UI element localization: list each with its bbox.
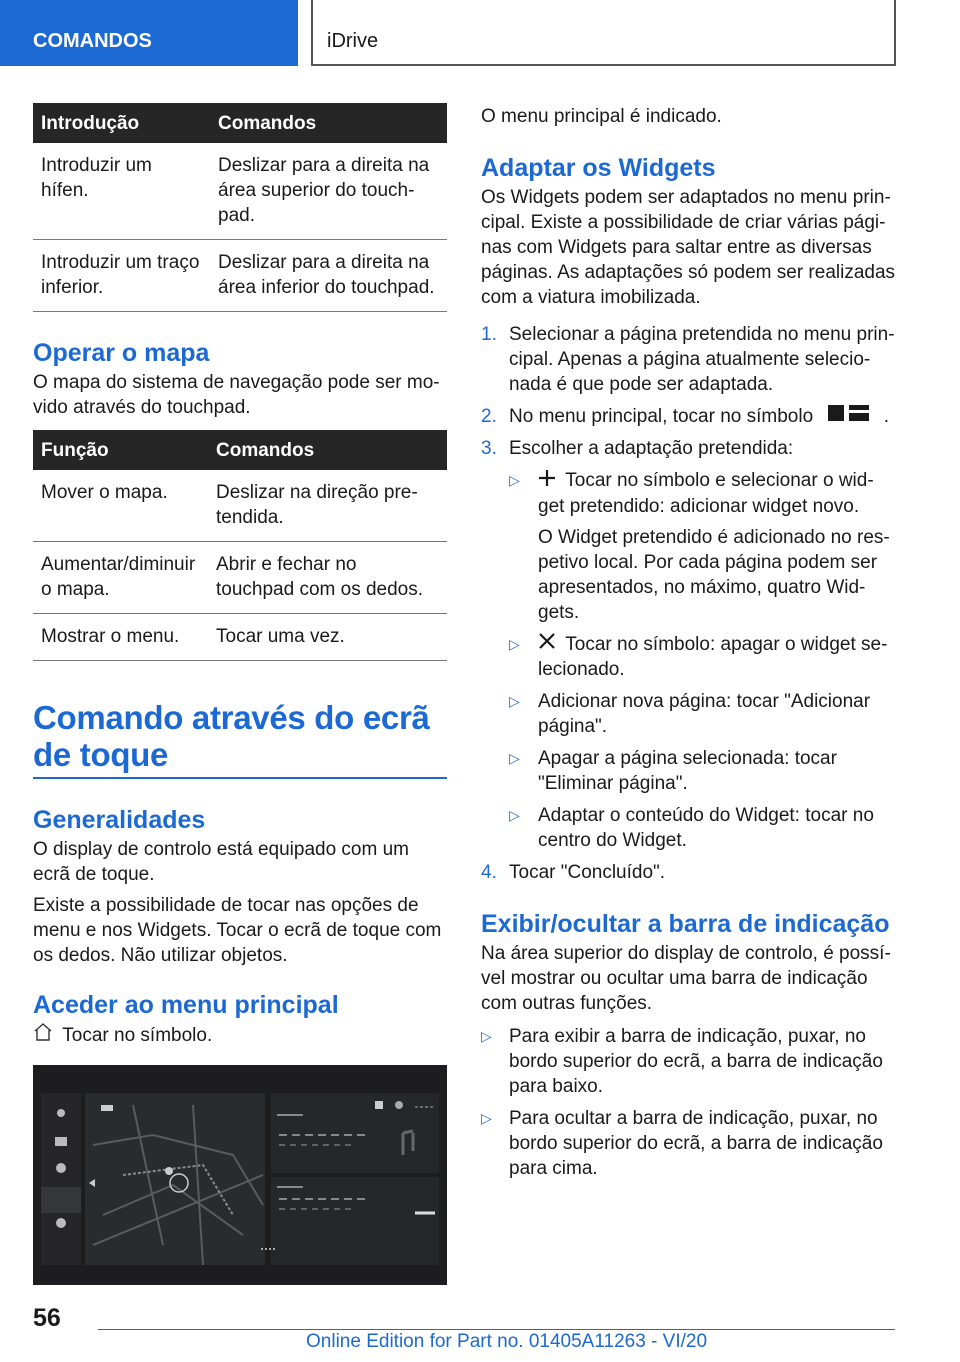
screen-illustration: [33, 1065, 447, 1285]
steps-list: [481, 322, 896, 885]
input-table: [33, 103, 447, 312]
table-cell: Introduzir um hífen.: [33, 143, 210, 240]
substeps-list: [509, 468, 896, 853]
table-row: [33, 542, 447, 614]
list-item: [509, 689, 896, 739]
plus-icon: [538, 469, 556, 494]
step-text: Tocar "Concluído".: [509, 862, 666, 884]
paragraph: [33, 1022, 447, 1049]
step-suffix: .: [883, 406, 889, 427]
table-header-row: [33, 103, 447, 143]
widget-menu-icon: [828, 404, 870, 429]
paragraph: O menu principal é indicado.: [481, 106, 722, 127]
home-icon: [33, 1022, 53, 1049]
table-header-cell: Comandos: [208, 430, 447, 470]
substep-text: Tocar no símbolo e selecionar o wid‐get pretendido: adicionar widget novo.: [538, 470, 874, 517]
table-row: [33, 470, 447, 542]
section-tab: COMANDOS: [0, 0, 298, 66]
triangle-bullet-icon: ▷: [509, 807, 520, 824]
list-item: [481, 322, 896, 397]
list-item: [481, 404, 896, 429]
section-heading: Exibir/ocultar a barra de indicação: [481, 910, 890, 939]
table-header-cell: Função: [33, 430, 208, 470]
step-text: Escolher a adaptação pretendida:: [509, 438, 794, 460]
triangle-bullet-icon: ▷: [509, 693, 520, 710]
page-number: 56: [33, 1304, 61, 1332]
paragraph: Os Widgets podem ser adaptados no menu prin‐cipal. Existe a possibilidade de criar várias pági‐nas com Widgets para saltar entre as diversas páginas. As adaptações só podem ser realizadas com a viatura imobilizada.: [481, 187, 896, 308]
table-cell: Aumentar/diminuir o mapa.: [33, 542, 208, 614]
step-number: 1.: [481, 324, 497, 345]
section-heading: Operar o mapa: [33, 339, 210, 367]
section-heading: Aceder ao menu principal: [33, 991, 339, 1019]
list-item: [509, 803, 896, 853]
table-cell: Abrir e fechar no touchpad com os dedos.: [208, 542, 447, 614]
triangle-bullet-icon: ▷: [481, 1028, 492, 1045]
left-column: [33, 103, 447, 1285]
list-item: [481, 860, 896, 885]
list-item: [481, 436, 896, 853]
chapter-tab: iDrive: [311, 0, 896, 66]
step-text: Selecionar a página pretendida no menu prin‐cipal. Apenas a página atualmente selecio‐nada é que pode ser adaptada.: [509, 324, 895, 395]
table-cell: Introduzir um traço inferior.: [33, 240, 210, 312]
list-item: [481, 1106, 896, 1181]
paragraph: O mapa do sistema de navegação pode ser mo‐vido através do touchpad.: [33, 372, 440, 418]
list-item: [509, 746, 896, 796]
right-column: [481, 103, 896, 1188]
paragraph: O display de controlo está equipado com um ecrã de toque.: [33, 839, 409, 885]
section-heading: Generalidades: [33, 806, 206, 834]
table-cell: Deslizar na direção pre‐tendida.: [208, 470, 447, 542]
table-cell: Tocar uma vez.: [208, 614, 447, 661]
bullet-list: [481, 1024, 896, 1181]
section-heading: Adaptar os Widgets: [481, 154, 716, 182]
table-cell: Mover o mapa.: [33, 470, 208, 542]
substep-detail: O Widget pretendido é adicionado no res‐petivo local. Por cada página podem ser apresentados, no máximo, quatro Wid‐gets.: [538, 526, 890, 623]
map-table: [33, 430, 447, 661]
triangle-bullet-icon: ▷: [509, 472, 520, 489]
triangle-bullet-icon: ▷: [509, 750, 520, 767]
substep-text: Tocar no símbolo: apagar o widget se‐lecionado.: [538, 633, 888, 681]
bullet-text: Para ocultar a barra de indicação, puxar, no bordo superior do ecrã, a barra de indicação para cima.: [509, 1108, 883, 1180]
title-divider: [33, 777, 447, 779]
step-number: 3.: [481, 438, 497, 460]
step-text: No menu principal, tocar no símbolo: [509, 406, 814, 427]
table-row: [33, 143, 447, 240]
table-header-row: [33, 430, 447, 470]
table-cell: Deslizar para a direita na área inferior do touchpad.: [210, 240, 447, 312]
list-item: [509, 468, 896, 624]
step-number: 2.: [481, 406, 497, 427]
close-icon: [538, 632, 556, 657]
triangle-bullet-icon: ▷: [481, 1110, 492, 1127]
table-cell: Deslizar para a direita na área superior do touch‐pad.: [210, 143, 447, 240]
menu-instruction: Tocar no símbolo.: [62, 1024, 213, 1046]
table-row: [33, 614, 447, 661]
chapter-title: Comando através do ecrã de toque: [33, 699, 430, 773]
list-item: [481, 1024, 896, 1099]
list-item: [509, 632, 896, 682]
footer-edition: Online Edition for Part no. 01405A11263 - VI/20: [306, 1331, 708, 1352]
main-menu-screenshot: [33, 1065, 447, 1285]
table-cell: Mostrar o menu.: [33, 614, 208, 661]
triangle-bullet-icon: ▷: [509, 635, 520, 652]
table-header-cell: Introdução: [33, 103, 210, 143]
bullet-text: Para exibir a barra de indicação, puxar, no bordo superior do ecrã, a barra de indicação para baixo.: [509, 1026, 883, 1098]
substep-text: Adicionar nova página: tocar "Adicionar página".: [538, 691, 871, 738]
table-header-cell: Comandos: [210, 103, 447, 143]
step-number: 4.: [481, 862, 497, 884]
substep-text: Adaptar o conteúdo do Widget: tocar no centro do Widget.: [538, 805, 874, 852]
table-row: [33, 240, 447, 312]
paragraph: Na área superior do display de controlo, é possí‐vel mostrar ou ocultar uma barra de indicação com outras funções.: [481, 943, 891, 1015]
page-header: [0, 0, 960, 66]
paragraph: Existe a possibilidade de tocar nas opções de menu e nos Widgets. Tocar o ecrã de toque com os dedos. Não utilizar objetos.: [33, 895, 442, 966]
footer-divider: [98, 1329, 895, 1330]
substep-text: Apagar a página selecionada: tocar "Eliminar página".: [538, 748, 837, 795]
